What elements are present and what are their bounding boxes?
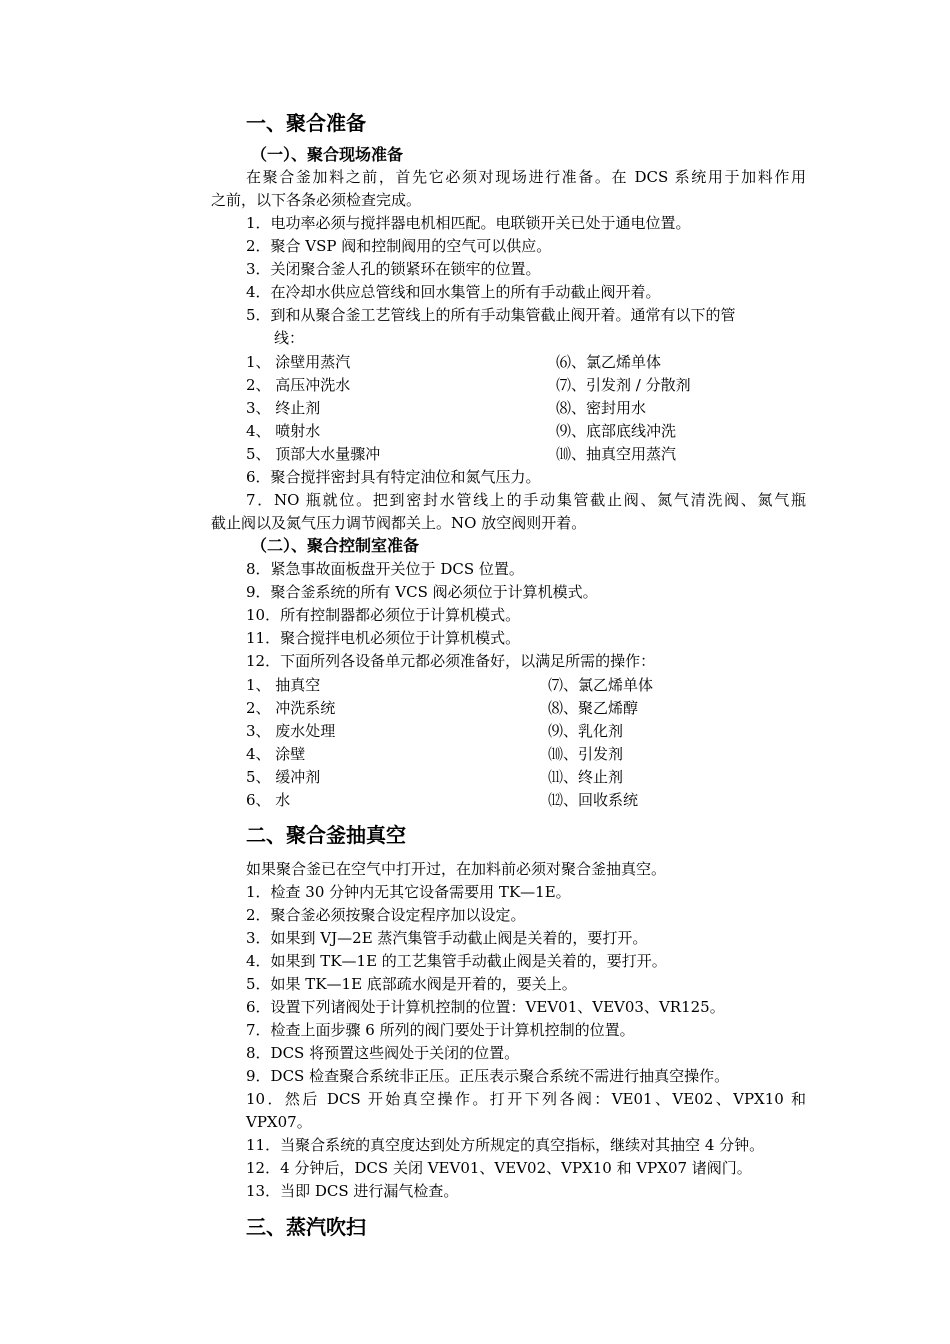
list-item: 11．当聚合系统的真空度达到处方所规定的真空指标，继续对其抽空 4 分钟。 xyxy=(246,1136,765,1154)
pipeline-item: ⑽、抽真空用蒸汽 xyxy=(556,445,677,463)
list-item: 2．聚合釜必须按聚合设定程序加以设定。 xyxy=(246,906,526,924)
unit-item: 6、 水 xyxy=(246,791,291,809)
section-1-title: 一、聚合准备 xyxy=(246,111,366,135)
list-item: 5．如果 TK—1E 底部疏水阀是开着的，要关上。 xyxy=(246,975,577,993)
intro-line-2: 之前，以下各条必须检查完成。 xyxy=(211,191,422,209)
section-2-intro: 如果聚合釜已在空气中打开过，在加料前必须对聚合釜抽真空。 xyxy=(246,860,667,878)
unit-item: 3、 废水处理 xyxy=(246,722,336,740)
unit-item: ⑺、氯乙烯单体 xyxy=(548,676,654,694)
pipeline-item: 1、 涂壁用蒸汽 xyxy=(246,353,351,371)
list-item: 12．4 分钟后，DCS 关闭 VEV01、VEV02、VPX10 和 VPX07 诸阀门。 xyxy=(246,1159,752,1177)
unit-item: 2、 冲洗系统 xyxy=(246,699,336,717)
pipeline-item: 2、 高压冲洗水 xyxy=(246,376,351,394)
list-item: 6．聚合搅拌密封具有特定油位和氮气压力。 xyxy=(246,468,541,486)
pipeline-item: 4、 喷射水 xyxy=(246,422,321,440)
list-item: 6．设置下列诸阀处于计算机控制的位置：VEV01、VEV03、VR125。 xyxy=(246,998,725,1016)
subsection-1-title: （一）、聚合现场准备 xyxy=(251,145,404,164)
list-item-continuation: VPX07。 xyxy=(246,1113,312,1131)
list-item: 10．所有控制器都必须位于计算机模式。 xyxy=(246,606,521,624)
pipeline-item: ⑹、氯乙烯单体 xyxy=(556,353,662,371)
list-item: 13．当即 DCS 进行漏气检查。 xyxy=(246,1182,459,1200)
intro-line-1: 在聚合釜加料之前，首先它必须对现场进行准备。在 DCS 系统用于加料作用 xyxy=(246,168,806,186)
pipeline-item: 3、 终止剂 xyxy=(246,399,321,417)
unit-item: ⑽、引发剂 xyxy=(548,745,624,763)
list-item: 8．DCS 将预置这些阀处于关闭的位置。 xyxy=(246,1044,520,1062)
list-item: 5．到和从聚合釜工艺管线上的所有手动集管截止阀开着。通常有以下的管 xyxy=(246,306,736,324)
list-item: 9．DCS 检查聚合系统非正压。正压表示聚合系统不需进行抽真空操作。 xyxy=(246,1067,730,1085)
pipeline-item: ⑺、引发剂 / 分散剂 xyxy=(556,376,691,394)
list-item: 7．检查上面步骤 6 所列的阀门要处于计算机控制的位置。 xyxy=(246,1021,635,1039)
list-item: 1．检查 30 分钟内无其它设备需要用 TK—1E。 xyxy=(246,883,571,901)
section-2-title: 二、聚合釜抽真空 xyxy=(246,823,406,847)
pipeline-item: ⑻、密封用水 xyxy=(556,399,647,417)
list-item-continuation: 线： xyxy=(274,329,305,347)
list-item-continuation: 截止阀以及氮气压力调节阀都关上。NO 放空阀则开着。 xyxy=(211,514,587,532)
subsection-2-title: （二）、聚合控制室准备 xyxy=(251,536,420,555)
unit-item: ⑻、聚乙烯醇 xyxy=(548,699,639,717)
list-item: 1．电功率必须与搅拌器电机相匹配。电联锁开关已处于通电位置。 xyxy=(246,214,691,232)
unit-item: 4、 涂壁 xyxy=(246,745,306,763)
section-3-title: 三、蒸汽吹扫 xyxy=(246,1215,366,1239)
list-item: 4．如果到 TK—1E 的工艺集管手动截止阀是关着的，要打开。 xyxy=(246,952,667,970)
list-item: 12．下面所列各设备单元都必须准备好，以满足所需的操作： xyxy=(246,652,656,670)
unit-item: ⑿、回收系统 xyxy=(548,791,639,809)
list-item: 4．在冷却水供应总管线和回水集管上的所有手动截止阀开着。 xyxy=(246,283,661,301)
unit-item: ⑼、乳化剂 xyxy=(548,722,624,740)
list-item: 7．NO 瓶就位。把到密封水管线上的手动集管截止阀、氮气清洗阀、氮气瓶 xyxy=(246,491,806,509)
unit-item: 5、 缓冲剂 xyxy=(246,768,321,786)
pipeline-item: 5、 顶部大水量骤冲 xyxy=(246,445,381,463)
pipeline-item: ⑼、底部底线冲洗 xyxy=(556,422,677,440)
list-item: 3．关闭聚合釜人孔的锁紧环在锁牢的位置。 xyxy=(246,260,541,278)
unit-item: 1、 抽真空 xyxy=(246,676,321,694)
list-item: 2．聚合 VSP 阀和控制阀用的空气可以供应。 xyxy=(246,237,552,255)
unit-item: ⑾、终止剂 xyxy=(548,768,624,786)
list-item: 11．聚合搅拌电机必须位于计算机模式。 xyxy=(246,629,521,647)
list-item: 8．紧急事故面板盘开关位于 DCS 位置。 xyxy=(246,560,524,578)
list-item: 9．聚合釜系统的所有 VCS 阀必须位于计算机模式。 xyxy=(246,583,598,601)
list-item: 10．然后 DCS 开始真空操作。打开下列各阀：VE01、VE02、VPX10 和 xyxy=(246,1090,806,1108)
list-item: 3．如果到 VJ—2E 蒸汽集管手动截止阀是关着的，要打开。 xyxy=(246,929,648,947)
